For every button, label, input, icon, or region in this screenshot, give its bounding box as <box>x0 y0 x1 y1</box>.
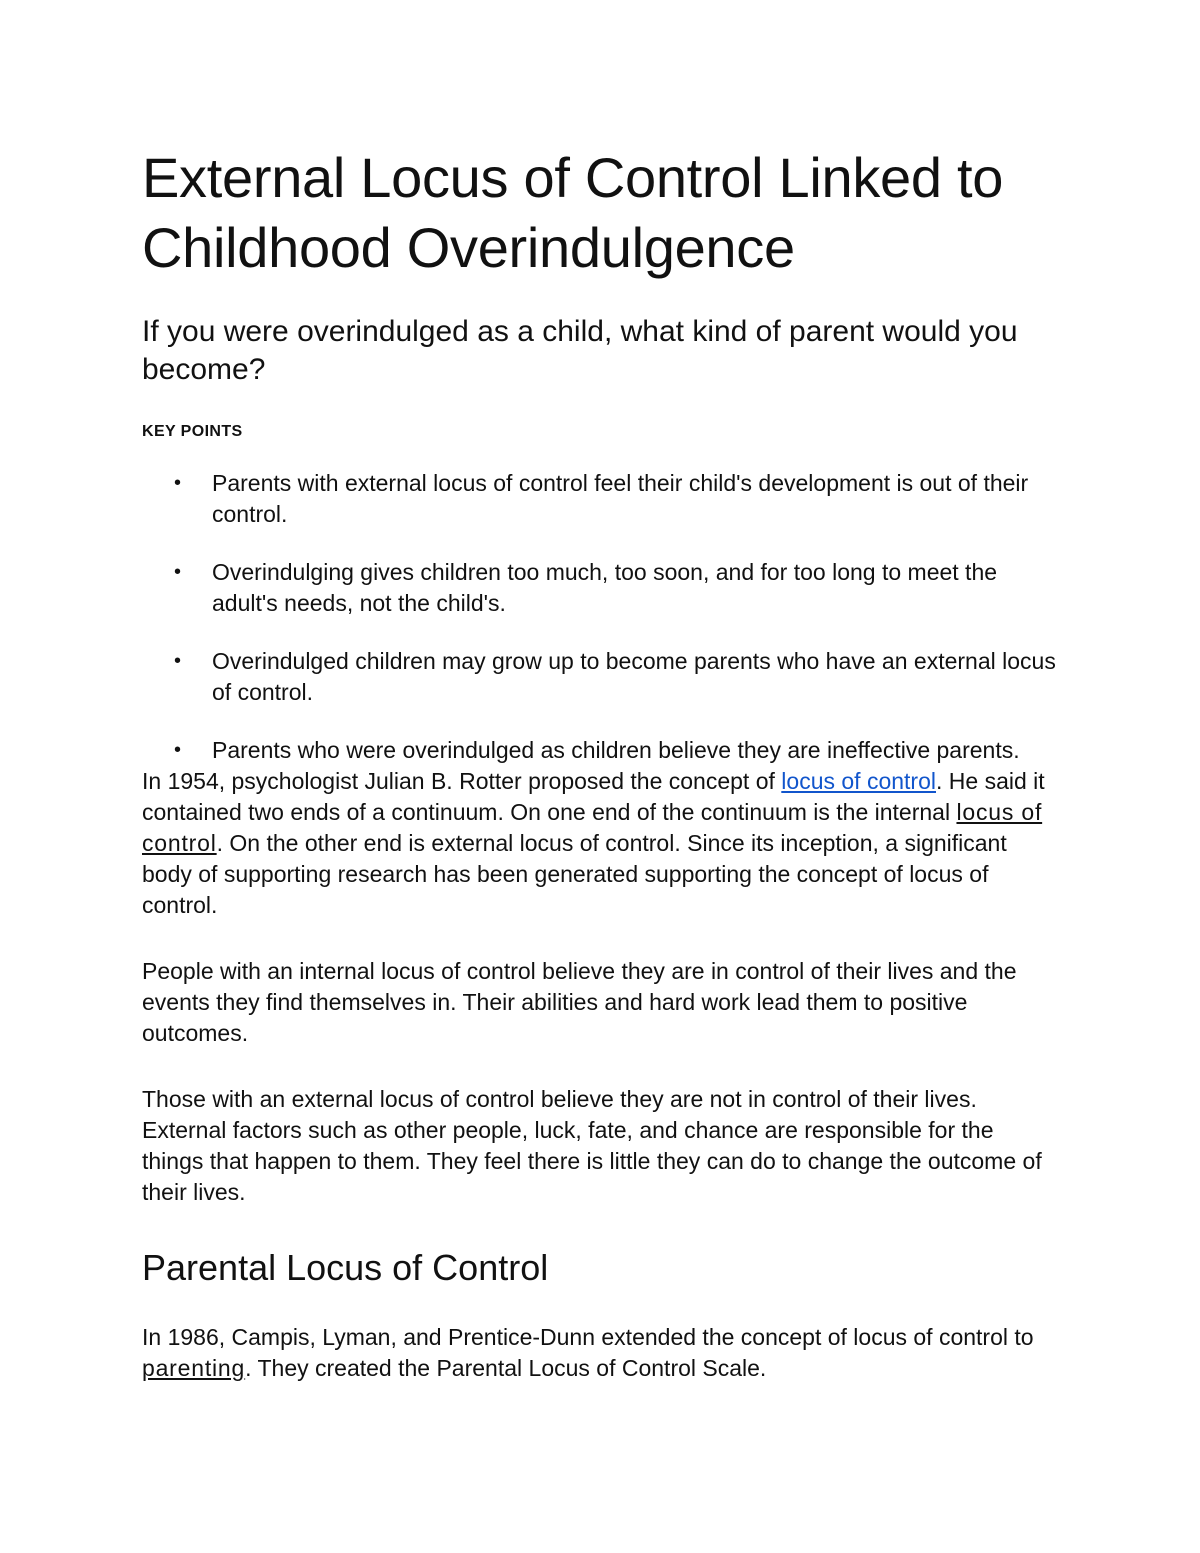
paragraph-internal-locus: People with an internal locus of control believe they are in control of their lives and the events they find themselves in. Their abilities and hard work lead them to positive outcomes. <box>142 958 1017 1046</box>
key-point-text: Overindulging gives children too much, too soon, and for too long to meet the adult's needs, not the child's. <box>212 559 998 616</box>
article-subtitle: If you were overindulged as a child, what kind of parent would you become? <box>142 315 1018 386</box>
parenting-link[interactable]: parenting <box>142 1355 246 1381</box>
paragraph-text: In 1954, psychologist Julian B. Rotter proposed the concept of <box>142 768 782 794</box>
paragraph-parental-scale <box>142 1322 1060 1384</box>
key-points-list <box>142 468 1060 766</box>
bullet-icon: • <box>174 472 182 494</box>
key-point-item <box>142 557 1060 619</box>
key-point-text: Overindulged children may grow up to become parents who have an external locus of control. <box>212 648 1056 705</box>
key-point-item <box>142 735 1060 766</box>
key-point-item <box>142 468 1060 530</box>
article-title: External Locus of Control Linked to Childhood Overindulgence <box>142 146 1004 279</box>
section-heading-parental-locus: Parental Locus of Control <box>142 1247 549 1288</box>
bullet-icon: • <box>174 561 182 583</box>
paragraph-external-locus: Those with an external locus of control believe they are not in control of their lives. External factors such as other people, luck, fate, and chance are responsible for the things that happen to them. They feel there is little they can do to change the outcome of their lives. <box>142 1086 1042 1205</box>
paragraph-text: . He said it contained two ends of a continuum. On one end of the continuum is the internal <box>142 768 1045 825</box>
bullet-icon: • <box>174 650 182 672</box>
paragraph-text: . On the other end is external locus of control. Since its inception, a significant body of supporting research has been generated supporting the concept of locus of control. <box>142 830 1007 918</box>
key-points-heading: KEY POINTS <box>142 423 243 440</box>
paragraph-text: . They created the Parental Locus of Control Scale. <box>245 1355 767 1381</box>
internal-locus-of-control-link[interactable]: locus of control <box>142 799 1043 856</box>
paragraph-text: In 1986, Campis, Lyman, and Prentice-Dunn extended the concept of locus of control to <box>142 1324 1034 1350</box>
paragraph-rotter <box>142 766 1060 921</box>
key-point-text: Parents who were overindulged as children believe they are ineffective parents. <box>212 737 1020 763</box>
locus-of-control-link[interactable]: locus of control <box>781 768 936 794</box>
bullet-icon: • <box>174 739 182 761</box>
key-point-text: Parents with external locus of control feel their child's development is out of their control. <box>212 470 1029 527</box>
key-point-item <box>142 646 1060 708</box>
